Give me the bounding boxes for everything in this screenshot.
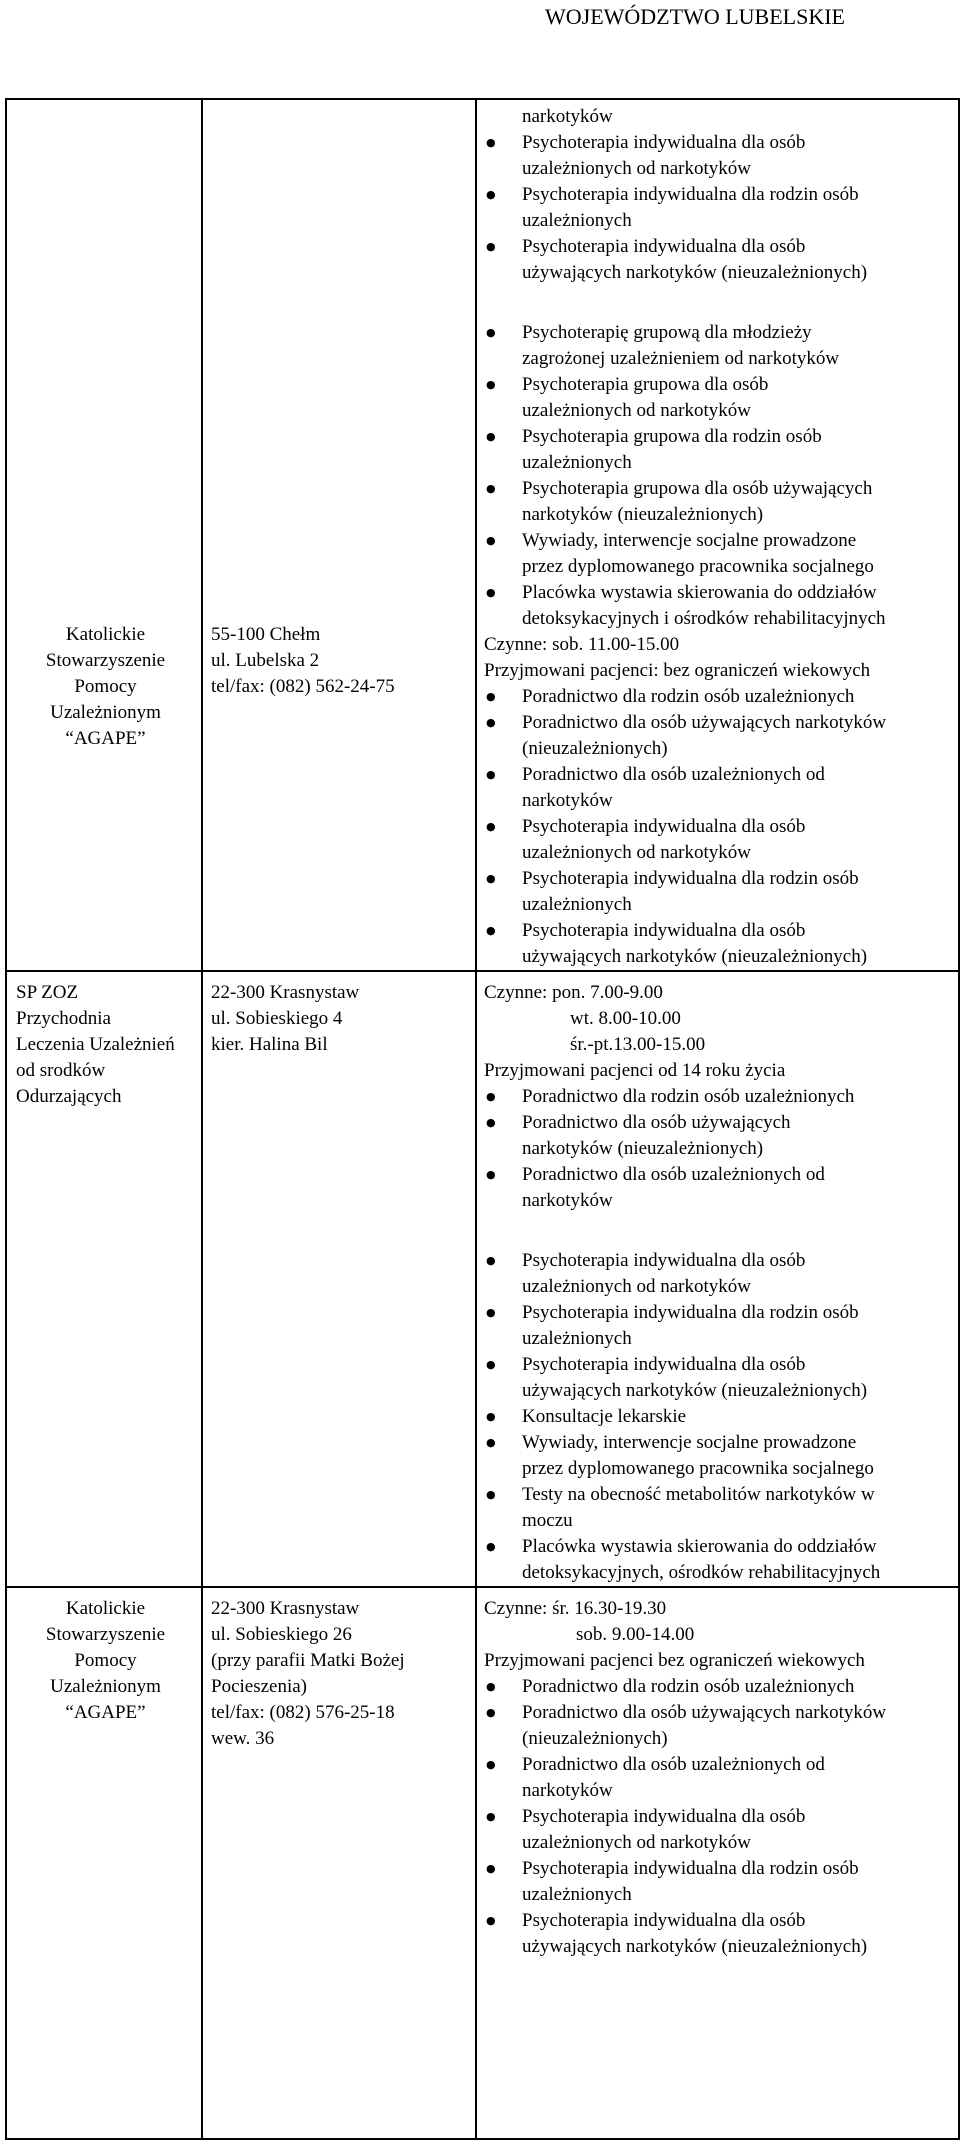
- opening-hours: śr.-pt.13.00-15.00: [570, 1034, 706, 1055]
- list-item: ● Psychoterapia indywidualna dla osób używających narkotyków (nieuzależnionych): [484, 1352, 952, 1404]
- service-list: [484, 320, 952, 632]
- facility-services-cell: [476, 1587, 959, 2139]
- list-item: ● Psychoterapia indywidualna dla osób uzależnionych od narkotyków: [484, 1804, 952, 1856]
- list-item: ● Testy na obecność metabolitów narkotyków w moczu: [484, 1482, 952, 1534]
- facility-address-cell: [202, 99, 476, 971]
- address-line: ul. Lubelska 2: [211, 650, 320, 671]
- facility-name-line: Odurzających: [16, 1086, 122, 1107]
- admission-info: Przyjmowani pacjenci od 14 roku życia: [484, 1060, 786, 1081]
- address-line: 22-300 Krasnystaw: [211, 1598, 360, 1619]
- list-item: ● Poradnictwo dla osób uzależnionych od narkotyków: [484, 1162, 952, 1214]
- list-item: ● Psychoterapia indywidualna dla osób uzależnionych od narkotyków: [484, 1248, 952, 1300]
- list-item: ● Psychoterapia indywidualna dla rodzin osób uzależnionych: [484, 1300, 952, 1352]
- address-line: ul. Sobieskiego 4: [211, 1008, 343, 1029]
- list-item: ● Placówka wystawia skierowania do oddziałów detoksykacyjnych i ośrodków rehabilitacyjnych: [484, 580, 952, 632]
- list-item: ● Poradnictwo dla rodzin osób uzależnionych: [484, 1674, 952, 1700]
- facility-name-line: “AGAPE”: [65, 1702, 146, 1723]
- service-continuation: narkotyków: [522, 106, 613, 127]
- address-line: wew. 36: [211, 1728, 275, 1749]
- opening-hours: Czynne: sob. 11.00-15.00: [484, 634, 680, 655]
- list-item: ● Psychoterapia indywidualna dla osób uzależnionych od narkotyków: [484, 814, 952, 866]
- list-item: ● Poradnictwo dla osób używających narkotyków (nieuzależnionych): [484, 1110, 952, 1162]
- page-title: WOJEWÓDZTWO LUBELSKIE: [545, 4, 845, 29]
- facility-name-line: “AGAPE”: [65, 728, 146, 749]
- list-item: ● Psychoterapia grupowa dla osób używających narkotyków (nieuzależnionych): [484, 476, 952, 528]
- table-row: [6, 99, 959, 971]
- facility-services-cell: [476, 971, 959, 1587]
- list-item: ● Psychoterapia indywidualna dla osób używających narkotyków (nieuzależnionych): [484, 918, 952, 970]
- list-item: ● Placówka wystawia skierowania do oddziałów detoksykacyjnych, ośrodków rehabilitacyjnych: [484, 1534, 952, 1586]
- address-line: (przy parafii Matki Bożej: [211, 1650, 405, 1671]
- facility-name-line: Pomocy: [74, 676, 137, 697]
- facility-name-line: SP ZOZ: [16, 982, 79, 1003]
- list-item: ● Wywiady, interwencje socjalne prowadzone przez dyplomowanego pracownika socjalnego: [484, 528, 952, 580]
- facility-name-line: Leczenia Uzależnień: [16, 1034, 175, 1055]
- address-line: tel/fax: (082) 576-25-18: [211, 1702, 395, 1723]
- facility-name-line: Katolickie: [65, 624, 146, 645]
- service-list: [484, 1248, 952, 1586]
- list-item: ● Psychoterapia indywidualna dla rodzin osób uzależnionych: [484, 182, 952, 234]
- facility-name-cell: [6, 1587, 202, 2139]
- opening-hours: sob. 9.00-14.00: [576, 1624, 695, 1645]
- list-item: ● Poradnictwo dla osób używających narkotyków (nieuzależnionych): [484, 710, 952, 762]
- address-line: 55-100 Chełm: [211, 624, 321, 645]
- facility-name-cell: [6, 99, 202, 971]
- facility-address-cell: [202, 971, 476, 1587]
- facility-services-cell: [476, 99, 959, 971]
- service-list: [484, 130, 952, 286]
- admission-info: Przyjmowani pacjenci bez ograniczeń wiekowych: [484, 1650, 865, 1671]
- service-list: [484, 1084, 952, 1214]
- list-item: ● Psychoterapia indywidualna dla rodzin osób uzależnionych: [484, 866, 952, 918]
- facility-address-cell: [202, 1587, 476, 2139]
- list-item: ● Poradnictwo dla rodzin osób uzależnionych: [484, 684, 952, 710]
- list-item: ● Poradnictwo dla rodzin osób uzależnionych: [484, 1084, 952, 1110]
- list-item: ● Poradnictwo dla osób uzależnionych od narkotyków: [484, 762, 952, 814]
- address-line: tel/fax: (082) 562-24-75: [211, 676, 395, 697]
- opening-hours: Czynne: pon. 7.00-9.00: [484, 982, 663, 1003]
- facility-name-line: Katolickie: [65, 1598, 146, 1619]
- service-list: [484, 1674, 952, 1960]
- facility-name-line: Stowarzyszenie: [45, 1624, 166, 1645]
- admission-info: Przyjmowani pacjenci: bez ograniczeń wiekowych: [484, 660, 871, 681]
- list-item: ● Poradnictwo dla osób uzależnionych od narkotyków: [484, 1752, 952, 1804]
- opening-hours: wt. 8.00-10.00: [570, 1008, 681, 1029]
- facility-name-line: Uzależnionym: [50, 702, 161, 723]
- facility-name-line: od srodków: [16, 1060, 106, 1081]
- facility-name-line: Uzależnionym: [50, 1676, 161, 1697]
- address-line: Pocieszenia): [211, 1676, 308, 1697]
- list-item: ● Psychoterapia indywidualna dla osób używających narkotyków (nieuzależnionych): [484, 1908, 952, 1960]
- list-item: ● Wywiady, interwencje socjalne prowadzone przez dyplomowanego pracownika socjalnego: [484, 1430, 952, 1482]
- list-item: ● Poradnictwo dla osób używających narkotyków (nieuzależnionych): [484, 1700, 952, 1752]
- list-item: ● Psychoterapia grupowa dla osób uzależnionych od narkotyków: [484, 372, 952, 424]
- service-list: [484, 684, 952, 970]
- facility-name-cell: [6, 971, 202, 1587]
- list-item: ● Psychoterapię grupową dla młodzieży zagrożonej uzależnieniem od narkotyków: [484, 320, 952, 372]
- address-line: kier. Halina Bil: [211, 1034, 328, 1055]
- facility-name-line: Przychodnia: [16, 1008, 111, 1029]
- address-line: ul. Sobieskiego 26: [211, 1624, 352, 1645]
- address-line: 22-300 Krasnystaw: [211, 982, 360, 1003]
- table-row: [6, 1587, 959, 2139]
- list-item: ● Konsultacje lekarskie: [484, 1404, 952, 1430]
- facility-name-line: Stowarzyszenie: [45, 650, 166, 671]
- list-item: ● Psychoterapia grupowa dla rodzin osób uzależnionych: [484, 424, 952, 476]
- facilities-table: [5, 98, 960, 2140]
- opening-hours: Czynne: śr. 16.30-19.30: [484, 1598, 667, 1619]
- list-item: ● Psychoterapia indywidualna dla osób uzależnionych od narkotyków: [484, 130, 952, 182]
- list-item: ● Psychoterapia indywidualna dla osób używających narkotyków (nieuzależnionych): [484, 234, 952, 286]
- table-row: [6, 971, 959, 1587]
- list-item: ● Psychoterapia indywidualna dla rodzin osób uzależnionych: [484, 1856, 952, 1908]
- facility-name-line: Pomocy: [74, 1650, 137, 1671]
